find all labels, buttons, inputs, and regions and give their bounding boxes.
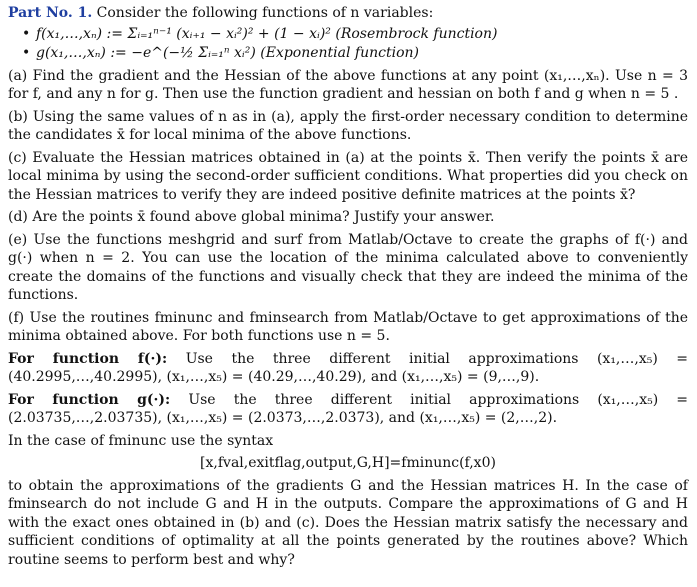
- item-e: (e) Use the functions meshgrid and surf from Matlab/Octave to create the graphs of f(·) and g(·) when n = 2. You can use the location of the minima calculated above to conveniently create the domains of the functions and visually check that they are indeed the minima of the functions.: [8, 231, 688, 303]
- closing-paragraph: to obtain the approximations of the gradients G and the Hessian matrices H. In the case of fminsearch do not include G and H in the outputs. Compare the approximations of G and H with the exact ones obtained in (b) and (c). Does the Hessian matrix satisfy the necessary and sufficient conditions of optimality at all the points generated by the routines above? Which routine seems to perform best and why?: [8, 477, 688, 568]
- function-item-g: [22, 44, 688, 63]
- part-header: [8, 4, 688, 23]
- function-formula-f: f(x₁,…,xₙ) := Σᵢ₌₁ⁿ⁻¹ (xᵢ₊₁ − xᵢ²)² + (1 − xᵢ)²: [36, 25, 331, 42]
- function-name-f: (Rosembrock function): [335, 25, 498, 42]
- for-function-g-text: Use the three different initial approximations (x₁,…,x₅) = (2.03735,…,2.03735), (x₁,…,x₅) = (2.0373,…,2.0373), and (x₁,…,x₅) = (2,…,2).: [8, 391, 689, 426]
- item-a: (a) Find the gradient and the Hessian of the above functions at any point (x₁,…,xₙ). Use n = 3 for f, and any n for g. Then use the function gradient and hessian on both f and g when n = 5 .: [8, 67, 688, 102]
- for-function-f-text: Use the three different initial approximations (x₁,…,x₅) = (40.2995,…,40.2995), (x₁,…,x₅) = (40.29,…,40.29), and (x₁,…,x₅) = (9,…,9).: [8, 350, 689, 385]
- for-function-f: [8, 350, 688, 387]
- fminunc-syntax: [x,fval,exitflag,output,G,H]=fminunc(f,x0): [200, 455, 496, 471]
- function-formula-g: g(x₁,…,xₙ) := −e^(−½ Σᵢ₌₁ⁿ xᵢ²): [36, 45, 256, 61]
- item-d: (d) Are the points x̄ found above global minima? Justify your answer.: [8, 209, 495, 225]
- item-f: (f) Use the routines fminunc and fminsearch from Matlab/Octave to get approximations of the minima obtained above. For both functions use n = 5.: [8, 309, 688, 344]
- function-item-f: [22, 25, 688, 44]
- function-name-g: (Exponential function): [260, 45, 419, 61]
- part-label: Part No. 1.: [8, 5, 93, 21]
- item-c: (c) Evaluate the Hessian matrices obtained in (a) at the points x̄. Then verify the points x̄ are local minima by using the second-order sufficient conditions. What properties did you check on the Hessian matrices to verify they are indeed positive definite matrices at the points x̄?: [8, 149, 688, 203]
- for-function-g: [8, 391, 688, 428]
- for-function-g-label: For function g(·):: [8, 391, 171, 408]
- item-b: (b) Using the same values of n as in (a), apply the first-order necessary condition to determine the candidates x̄ for local minima of the above functions.: [8, 108, 688, 143]
- for-function-f-label: For function f(·):: [8, 350, 168, 367]
- part-intro: Consider the following functions of n variables:: [96, 5, 434, 21]
- fminunc-intro: In the case of fminunc use the syntax: [8, 432, 274, 449]
- function-list: [8, 25, 688, 63]
- document-page: [8, 4, 688, 569]
